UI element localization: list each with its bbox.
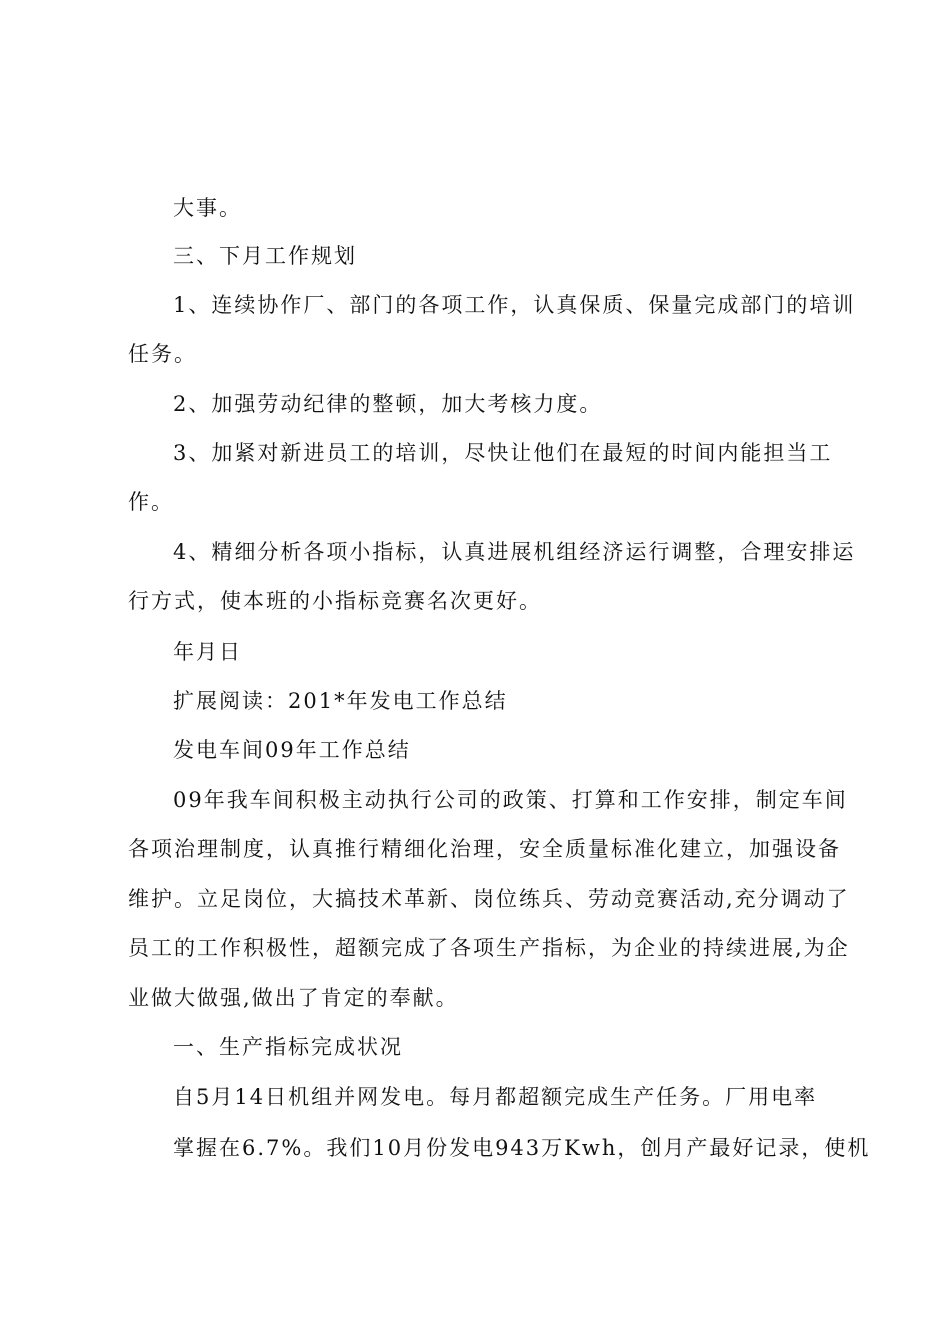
text-line: 09年我车间积极主动执行公司的政策、打算和工作安排，制定车间 xyxy=(173,788,848,812)
text-line: 作。 xyxy=(128,490,174,514)
text-line: 各项治理制度，认真推行精细化治理，安全质量标准化建立，加强设备 xyxy=(128,837,841,861)
text-line: 员工的工作积极性，超额完成了各项生产指标，为企业的持续进展,为企 xyxy=(128,936,850,960)
text-line: 2、加强劳动纪律的整顿，加大考核力度。 xyxy=(173,392,603,416)
date-line: 年月日 xyxy=(173,640,242,664)
text-line: 大事。 xyxy=(173,196,242,220)
section-heading: 一、生产指标完成状况 xyxy=(173,1035,403,1059)
extended-reading-title: 扩展阅读：201*年发电工作总结 xyxy=(173,689,508,713)
text-line: 维护。立足岗位，大搞技术革新、岗位练兵、劳动竞赛活动,充分调动了 xyxy=(128,887,850,911)
text-line: 1、连续协作厂、部门的各项工作，认真保质、保量完成部门的培训 xyxy=(173,293,856,317)
document-title: 发电车间09年工作总结 xyxy=(173,738,411,762)
text-line: 3、加紧对新进员工的培训，尽快让他们在最短的时间内能担当工 xyxy=(173,441,833,465)
section-heading: 三、下月工作规划 xyxy=(173,244,357,268)
text-line: 4、精细分析各项小指标，认真进展机组经济运行调整，合理安排运 xyxy=(173,540,856,564)
text-line: 掌握在6.7%。我们10月份发电943万Kwh，创月产最好记录，使机 xyxy=(173,1136,871,1160)
text-line: 业做大做强,做出了肯定的奉献。 xyxy=(128,986,459,1010)
text-line: 任务。 xyxy=(128,342,197,366)
text-line: 行方式，使本班的小指标竞赛名次更好。 xyxy=(128,589,542,613)
text-line: 自5月14日机组并网发电。每月都超额完成生产任务。厂用电率 xyxy=(173,1085,818,1109)
